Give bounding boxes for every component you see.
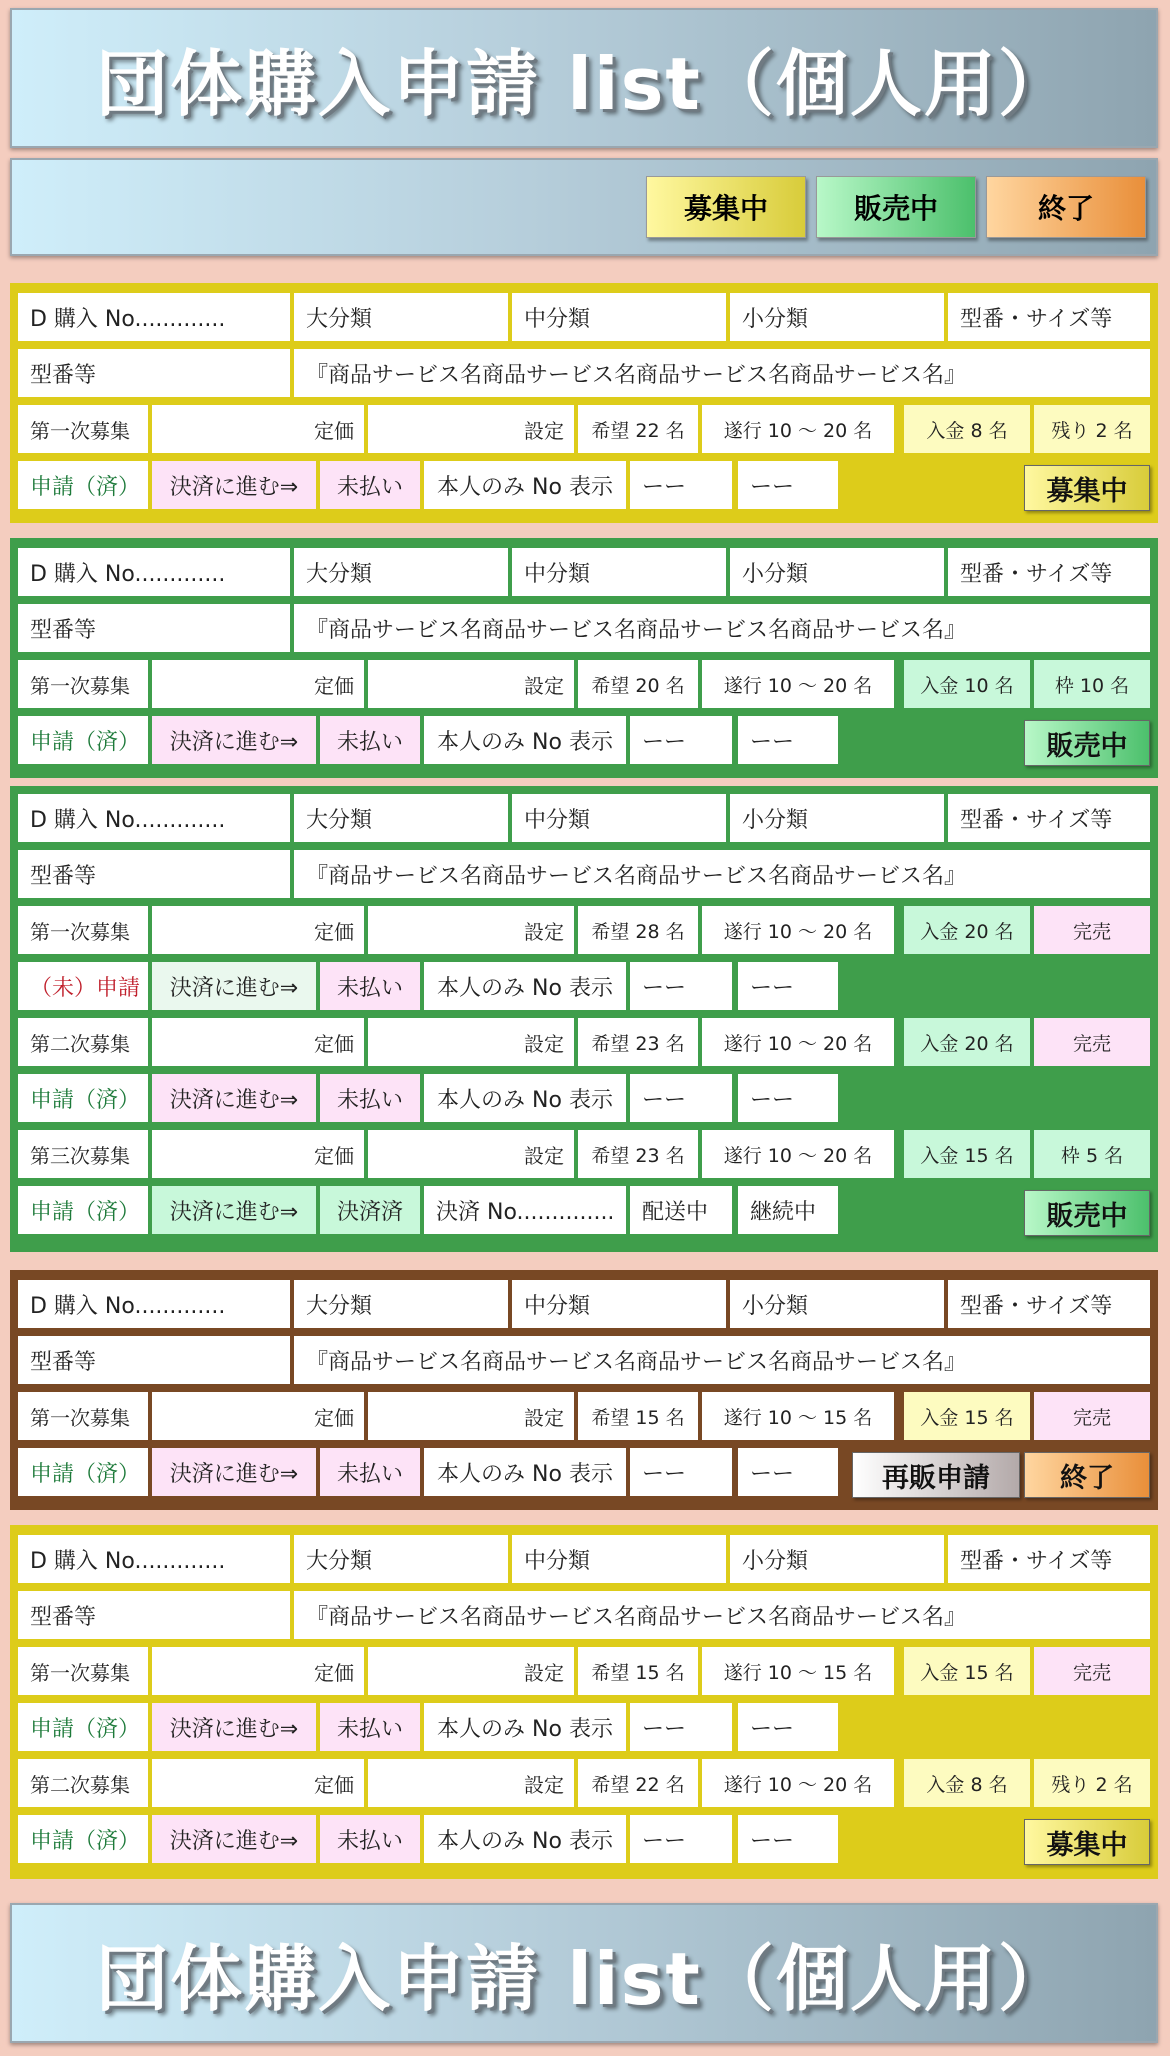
status-legend <box>10 158 1158 256</box>
apply-row <box>10 962 1158 1018</box>
apply-row <box>10 461 1158 517</box>
set-price: 設定 <box>368 660 574 708</box>
minor-category: 小分類 <box>730 1535 944 1583</box>
middle-category: 中分類 <box>512 1280 726 1328</box>
round-row <box>10 660 1158 716</box>
to-payment-button[interactable]: 決済に進む⇒ <box>152 716 316 764</box>
page-title: 団体購入申請 list（個人用） <box>96 42 1072 126</box>
hope-count: 希望 22 名 <box>578 405 698 453</box>
payment-no: 決済 No.............. <box>424 1186 626 1234</box>
dash-field: ーー <box>738 1448 838 1496</box>
product-row <box>10 850 1158 906</box>
dash-field: ーー <box>630 716 732 764</box>
round-row <box>10 1759 1158 1815</box>
model-label: 型番等 <box>18 850 290 898</box>
legend-ended-button[interactable]: 終了 <box>986 176 1146 238</box>
apply-status: 申請（済） <box>18 716 148 764</box>
round-label: 第一次募集 <box>18 1392 148 1440</box>
remaining-count: 残り 2 名 <box>1034 405 1150 453</box>
purchase-card <box>10 1525 1158 1879</box>
round-row <box>10 906 1158 962</box>
execution-range: 遂行 10 ～ 20 名 <box>702 660 894 708</box>
major-category: 大分類 <box>294 1280 508 1328</box>
status-badge[interactable]: 販売中 <box>1024 720 1150 766</box>
dash-field: ーー <box>738 716 838 764</box>
execution-range: 遂行 10 ～ 20 名 <box>702 1018 894 1066</box>
major-category: 大分類 <box>294 548 508 596</box>
legend-recruiting-button[interactable]: 募集中 <box>646 176 806 238</box>
round-label: 第二次募集 <box>18 1018 148 1066</box>
remaining-count: 残り 2 名 <box>1034 1759 1150 1807</box>
dash-field: ーー <box>738 461 838 509</box>
model-label: 型番等 <box>18 349 290 397</box>
purchase-no[interactable]: D 購入 No............. <box>18 1535 290 1583</box>
product-row <box>10 1591 1158 1647</box>
shipping-status: 配送中 <box>630 1186 732 1234</box>
payment-status: 未払い <box>320 1448 420 1496</box>
paid-count: 入金 15 名 <box>904 1392 1030 1440</box>
minor-category: 小分類 <box>730 548 944 596</box>
middle-category: 中分類 <box>512 548 726 596</box>
middle-category: 中分類 <box>512 1535 726 1583</box>
model-size: 型番・サイズ等 <box>948 1280 1150 1328</box>
hope-count: 希望 23 名 <box>578 1018 698 1066</box>
header-row <box>10 548 1158 604</box>
payment-status: 未払い <box>320 1815 420 1863</box>
to-payment-button[interactable]: 決済に進む⇒ <box>152 1186 316 1234</box>
remaining-count: 完売 <box>1034 1018 1150 1066</box>
purchase-no[interactable]: D 購入 No............. <box>18 1280 290 1328</box>
header-banner <box>10 8 1158 148</box>
middle-category: 中分類 <box>512 293 726 341</box>
list-price: 定価 <box>152 1130 364 1178</box>
major-category: 大分類 <box>294 293 508 341</box>
self-only-no: 本人のみ No 表示 <box>424 1448 626 1496</box>
dash-field: ーー <box>738 1703 838 1751</box>
model-size: 型番・サイズ等 <box>948 293 1150 341</box>
execution-range: 遂行 10 ～ 15 名 <box>702 1392 894 1440</box>
set-price: 設定 <box>368 1130 574 1178</box>
remaining-count: 完売 <box>1034 1647 1150 1695</box>
remaining-count: 完売 <box>1034 906 1150 954</box>
continuing-status: 継続中 <box>738 1186 838 1234</box>
header-row <box>10 794 1158 850</box>
legend-selling-button[interactable]: 販売中 <box>816 176 976 238</box>
round-label: 第一次募集 <box>18 906 148 954</box>
set-price: 設定 <box>368 1647 574 1695</box>
hope-count: 希望 22 名 <box>578 1759 698 1807</box>
hope-count: 希望 23 名 <box>578 1130 698 1178</box>
remaining-count: 完売 <box>1034 1392 1150 1440</box>
list-price: 定価 <box>152 660 364 708</box>
apply-row <box>10 1074 1158 1130</box>
paid-count: 入金 20 名 <box>904 906 1030 954</box>
set-price: 設定 <box>368 906 574 954</box>
self-only-no: 本人のみ No 表示 <box>424 962 626 1010</box>
dash-field: ーー <box>630 1448 732 1496</box>
apply-status: 申請（済） <box>18 1815 148 1863</box>
hope-count: 希望 28 名 <box>578 906 698 954</box>
model-label: 型番等 <box>18 604 290 652</box>
set-price: 設定 <box>368 1392 574 1440</box>
execution-range: 遂行 10 ～ 20 名 <box>702 906 894 954</box>
round-row <box>10 1130 1158 1186</box>
product-name: 『商品サービス名商品サービス名商品サービス名商品サービス名』 <box>294 604 1150 652</box>
self-only-no: 本人のみ No 表示 <box>424 461 626 509</box>
set-price: 設定 <box>368 405 574 453</box>
list-price: 定価 <box>152 405 364 453</box>
round-label: 第一次募集 <box>18 660 148 708</box>
payment-status: 未払い <box>320 1703 420 1751</box>
apply-status: 申請（済） <box>18 1186 148 1234</box>
major-category: 大分類 <box>294 1535 508 1583</box>
dash-field: ーー <box>738 1815 838 1863</box>
hope-count: 希望 15 名 <box>578 1392 698 1440</box>
paid-count: 入金 15 名 <box>904 1647 1030 1695</box>
to-payment-button[interactable]: 決済に進む⇒ <box>152 1815 316 1863</box>
status-badge[interactable]: 募集中 <box>1024 465 1150 511</box>
round-row <box>10 405 1158 461</box>
dash-field: ーー <box>630 962 732 1010</box>
payment-status: 未払い <box>320 716 420 764</box>
model-label: 型番等 <box>18 1591 290 1639</box>
round-row <box>10 1647 1158 1703</box>
paid-count: 入金 20 名 <box>904 1018 1030 1066</box>
execution-range: 遂行 10 ～ 20 名 <box>702 405 894 453</box>
purchase-no[interactable]: D 購入 No............. <box>18 293 290 341</box>
apply-row <box>10 1703 1158 1759</box>
self-only-no: 本人のみ No 表示 <box>424 1703 626 1751</box>
apply-status[interactable]: （未）申請 <box>18 962 148 1010</box>
product-name: 『商品サービス名商品サービス名商品サービス名商品サービス名』 <box>294 349 1150 397</box>
purchase-card <box>10 283 1158 523</box>
dash-field: ーー <box>630 461 732 509</box>
hope-count: 希望 15 名 <box>578 1647 698 1695</box>
purchase-no[interactable]: D 購入 No............. <box>18 794 290 842</box>
purchase-card <box>10 786 1158 1252</box>
product-name: 『商品サービス名商品サービス名商品サービス名商品サービス名』 <box>294 1591 1150 1639</box>
set-price: 設定 <box>368 1759 574 1807</box>
purchase-no[interactable]: D 購入 No............. <box>18 548 290 596</box>
major-category: 大分類 <box>294 794 508 842</box>
to-payment-button[interactable]: 決済に進む⇒ <box>152 1074 316 1122</box>
resale-request-button[interactable]: 再販申請 <box>852 1452 1020 1498</box>
round-row <box>10 1392 1158 1448</box>
paid-count: 入金 8 名 <box>904 405 1030 453</box>
round-label: 第二次募集 <box>18 1759 148 1807</box>
apply-row <box>10 1186 1158 1242</box>
payment-status: 決済済 <box>320 1186 420 1234</box>
product-name: 『商品サービス名商品サービス名商品サービス名商品サービス名』 <box>294 1336 1150 1384</box>
model-size: 型番・サイズ等 <box>948 1535 1150 1583</box>
model-size: 型番・サイズ等 <box>948 548 1150 596</box>
purchase-card <box>10 538 1158 778</box>
payment-status: 未払い <box>320 1074 420 1122</box>
middle-category: 中分類 <box>512 794 726 842</box>
round-label: 第三次募集 <box>18 1130 148 1178</box>
dash-field: ーー <box>738 962 838 1010</box>
self-only-no: 本人のみ No 表示 <box>424 1815 626 1863</box>
header-row <box>10 1280 1158 1336</box>
list-price: 定価 <box>152 1392 364 1440</box>
list-price: 定価 <box>152 1647 364 1695</box>
footer-title: 団体購入申請 list（個人用） <box>96 1937 1072 2021</box>
model-label: 型番等 <box>18 1336 290 1384</box>
apply-row <box>10 1815 1158 1871</box>
self-only-no: 本人のみ No 表示 <box>424 1074 626 1122</box>
apply-row <box>10 716 1158 772</box>
apply-status: 申請（済） <box>18 1448 148 1496</box>
status-badge[interactable]: 販売中 <box>1024 1190 1150 1236</box>
model-size: 型番・サイズ等 <box>948 794 1150 842</box>
list-price: 定価 <box>152 1018 364 1066</box>
header-row <box>10 1535 1158 1591</box>
set-price: 設定 <box>368 1018 574 1066</box>
product-row <box>10 604 1158 660</box>
dash-field: ーー <box>630 1703 732 1751</box>
apply-status: 申請（済） <box>18 461 148 509</box>
self-only-no: 本人のみ No 表示 <box>424 716 626 764</box>
payment-status: 未払い <box>320 461 420 509</box>
purchase-card <box>10 1270 1158 1510</box>
product-row <box>10 1336 1158 1392</box>
round-label: 第一次募集 <box>18 1647 148 1695</box>
status-badge[interactable]: 募集中 <box>1024 1819 1150 1865</box>
round-label: 第一次募集 <box>18 405 148 453</box>
remaining-count: 枠 5 名 <box>1034 1130 1150 1178</box>
to-payment-button[interactable]: 決済に進む⇒ <box>152 461 316 509</box>
remaining-count: 枠 10 名 <box>1034 660 1150 708</box>
list-price: 定価 <box>152 906 364 954</box>
to-payment-button[interactable]: 決済に進む⇒ <box>152 1448 316 1496</box>
status-badge[interactable]: 終了 <box>1024 1452 1150 1498</box>
paid-count: 入金 8 名 <box>904 1759 1030 1807</box>
execution-range: 遂行 10 ～ 15 名 <box>702 1647 894 1695</box>
execution-range: 遂行 10 ～ 20 名 <box>702 1759 894 1807</box>
hope-count: 希望 20 名 <box>578 660 698 708</box>
dash-field: ーー <box>738 1074 838 1122</box>
minor-category: 小分類 <box>730 1280 944 1328</box>
round-row <box>10 1018 1158 1074</box>
paid-count: 入金 15 名 <box>904 1130 1030 1178</box>
product-row <box>10 349 1158 405</box>
payment-status: 未払い <box>320 962 420 1010</box>
to-payment-button[interactable]: 決済に進む⇒ <box>152 1703 316 1751</box>
minor-category: 小分類 <box>730 794 944 842</box>
product-name: 『商品サービス名商品サービス名商品サービス名商品サービス名』 <box>294 850 1150 898</box>
paid-count: 入金 10 名 <box>904 660 1030 708</box>
dash-field: ーー <box>630 1074 732 1122</box>
header-row <box>10 293 1158 349</box>
list-price: 定価 <box>152 1759 364 1807</box>
apply-row <box>10 1448 1158 1504</box>
execution-range: 遂行 10 ～ 20 名 <box>702 1130 894 1178</box>
footer-banner <box>10 1903 1158 2043</box>
apply-status: 申請（済） <box>18 1703 148 1751</box>
minor-category: 小分類 <box>730 293 944 341</box>
apply-status: 申請（済） <box>18 1074 148 1122</box>
dash-field: ーー <box>630 1815 732 1863</box>
to-payment-button[interactable]: 決済に進む⇒ <box>152 962 316 1010</box>
